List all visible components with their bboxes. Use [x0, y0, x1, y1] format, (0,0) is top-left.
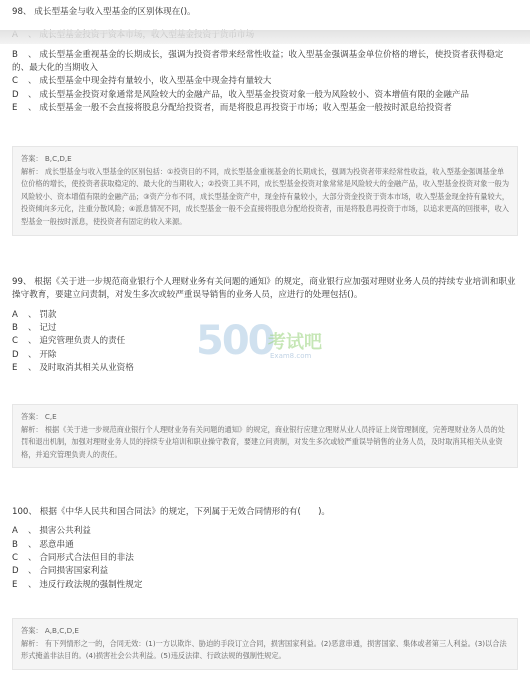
option-e[interactable]: E 、 成长型基金一般不会直接将股息分配给投资者，而是将股息再投资于市场；收入型基金一般按时派息给投资者: [12, 102, 452, 113]
answer-box-98: [12, 146, 518, 236]
analysis-text: 解析： 成长型基金与收入型基金的区别包括：①投资目的不同，成长型基金重视基金的长期成长，强调为投资者带来经常性收益，收入型基金强调基金单位价格的增长，使投资者获取稳定的、最大化的当期收入；②投资工具不同，成长型基金投资对象常常是风险较大的金融产品，收入型基金投资对象一般为风险较小、资本增值有限的金融产品；③资产分布不同，成长型基金资产中，现金持有量较小，大部分资金投资于资本市场，收入型基金现金持有量较大，投资倾向多元化，注重分散风险；④派息情况不同，成长型基金一般不会直接将股息分配给投资者，而是将股息再投资于市场，以追求更高的回报率，收入型基金一般按时派息，使投资者有固定的收入来源。: [21, 166, 510, 226]
answer-box-100: [12, 618, 518, 670]
option-a[interactable]: A 、 罚款: [12, 309, 57, 320]
answer-text: 答案： C,E: [21, 412, 57, 421]
option-b[interactable]: B 、 记过: [12, 322, 57, 333]
question-100: [12, 506, 518, 592]
question-title: 100、 根据《中华人民共和国合同法》的规定，下列属于无效合同情形的有( )。: [12, 507, 331, 517]
option-b[interactable]: B 、 成长型基金重视基金的长期成长，强调为投资者带来经常性收益；收入型基金强调基金单位价格的增长，使投资者获得稳定的、最大化的当期收入: [12, 49, 504, 73]
question-98: [12, 6, 518, 115]
answer-box-99: [12, 404, 518, 468]
option-e[interactable]: E 、 及时取消其相关从业资格: [12, 362, 134, 373]
overlay-strip: [0, 30, 530, 44]
analysis-text: 解析： 根据《关于进一步规范商业银行个人理财业务有关问题的通知》的规定，商业银行应建立理财从业人员持证上岗管理制度，完善理财业务人员的处罚和退出机制，加强对理财业务人员的持续专业培训和职业操守教育，要建立问责制，对发生多次或较严重误导销售的业务人员，及时取消其相关从业资格，并追究管理负责人的责任。: [21, 424, 505, 459]
option-c[interactable]: C 、 追究管理负责人的责任: [12, 336, 126, 347]
option-a[interactable]: A 、 损害公共利益: [12, 526, 91, 537]
analysis-text: 解析： 有下列情形之一的，合同无效：(1)一方以欺诈、胁迫的手段订立合同，损害国家利益。(2)恶意串通，损害国家、集体或者第三人利益。(3)以合法形式掩盖非法目的。(4)损害社会公共利益。(5)违反法律、行政法规的强制性规定。: [21, 638, 507, 661]
option-c[interactable]: C 、 成长型基金中现金持有量较小，收入型基金中现金持有量较大: [12, 76, 272, 87]
option-d[interactable]: D 、 合同损害国家利益: [12, 566, 109, 577]
option-d[interactable]: D 、 开除: [12, 349, 57, 360]
option-c[interactable]: C 、 合同形式合法但目的非法: [12, 552, 134, 563]
option-e[interactable]: E 、 违反行政法规的强制性规定: [12, 579, 143, 590]
question-title: 98、 成长型基金与收入型基金的区别体现在()。: [12, 7, 196, 17]
option-d[interactable]: D 、 成长型基金投资对象通常是风险较大的金融产品，收入型基金投资对象一般为风险较小、资本增值有限的金融产品: [12, 89, 470, 100]
option-b[interactable]: B 、 恶意串通: [12, 539, 74, 550]
answer-text: 答案： B,C,D,E: [21, 154, 72, 163]
question-title: 99、 根据《关于进一步规范商业银行个人理财业务有关问题的通知》的规定，商业银行应加强对理财业务人员的持续专业培训和职业操守教育，要建立问责制，对发生多次或较严重误导销售的业务人员，应进行的处理包括()。: [12, 277, 516, 301]
answer-text: 答案： A,B,C,D,E: [21, 626, 79, 635]
exam8-watermark-logo: 500 考试吧 Exam8.com: [196, 318, 322, 364]
